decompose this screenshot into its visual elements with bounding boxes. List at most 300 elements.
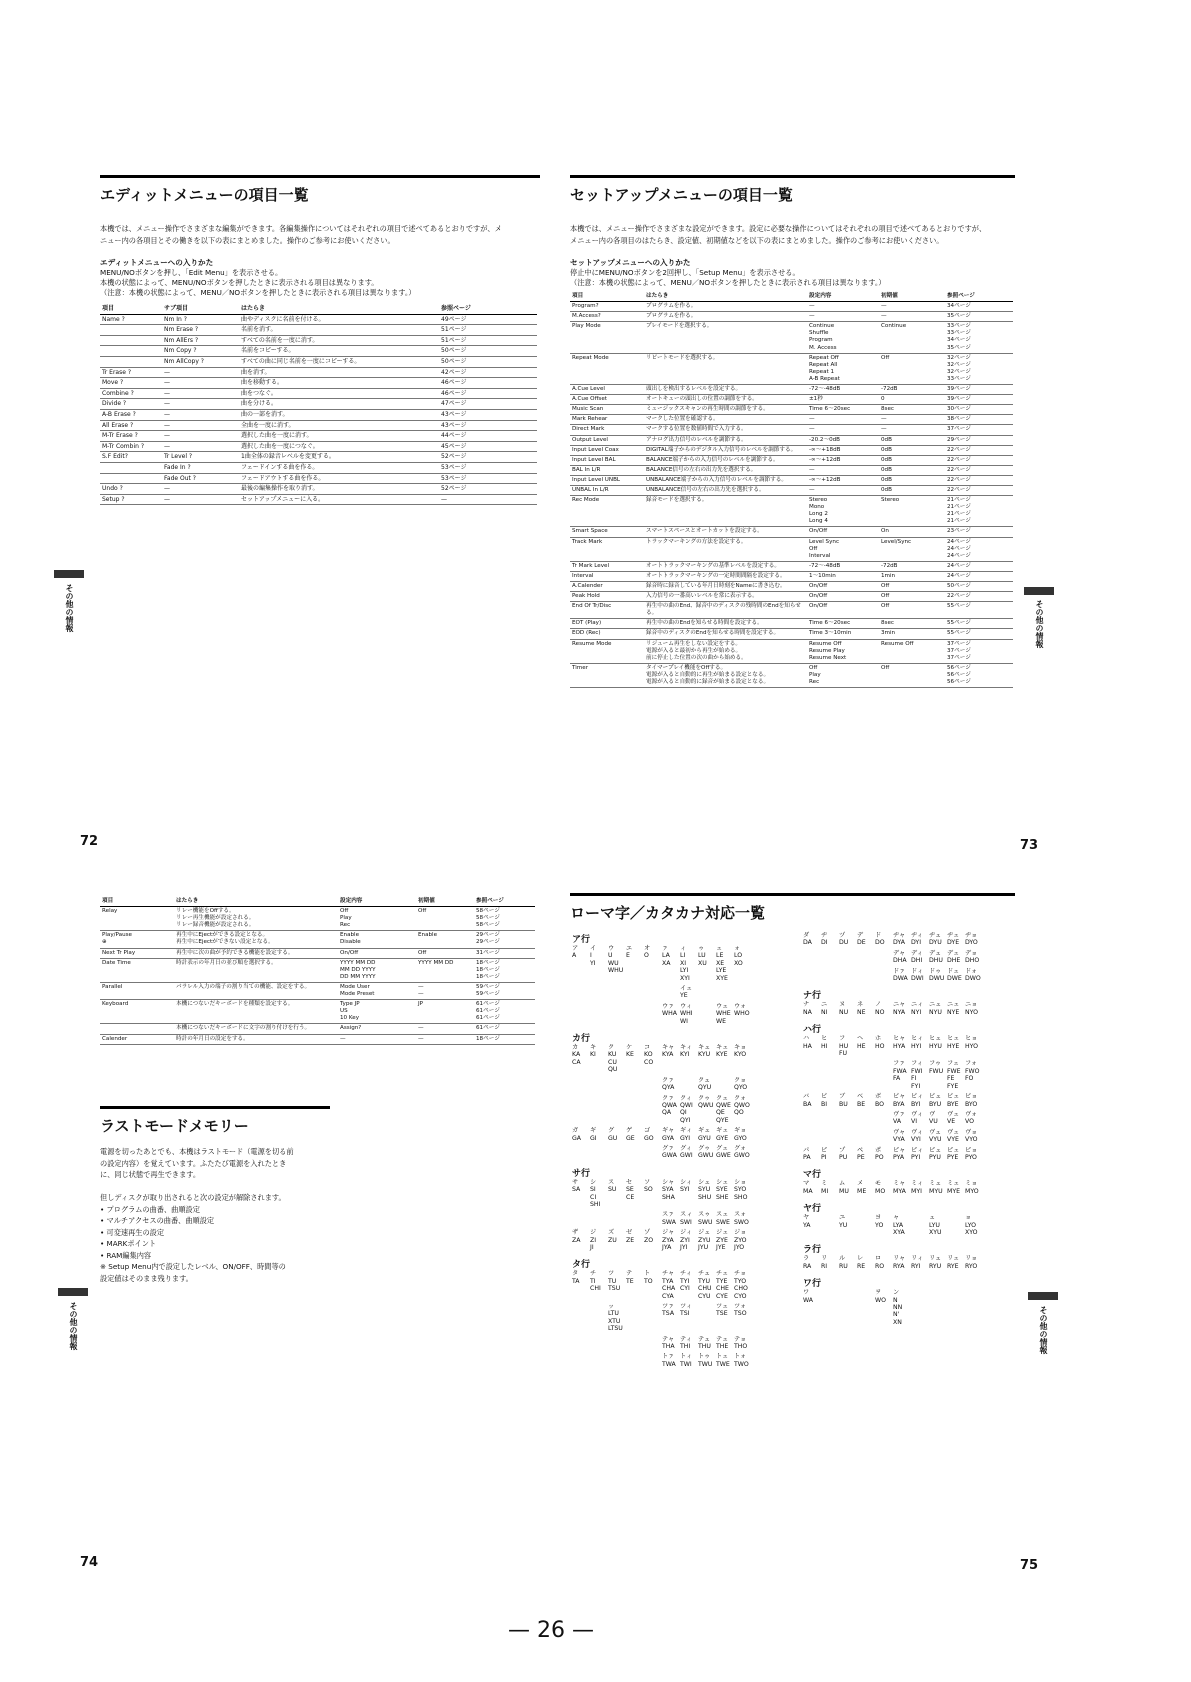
table-row xyxy=(570,602,1013,619)
kana-row xyxy=(572,1336,772,1351)
kana-row xyxy=(572,1270,772,1300)
cell-item: Mark Rehear xyxy=(570,415,644,425)
cell-func: マークした位置を確認する。 xyxy=(644,415,807,425)
table-row xyxy=(100,982,535,999)
cell-set: ±1秒 xyxy=(807,395,879,405)
table-row xyxy=(100,1000,535,1024)
cell-func: オートキューの頭出しの位置の調節をする。 xyxy=(644,395,807,405)
cell-item: Direct Mark xyxy=(570,425,644,435)
kana-cell: ティ THI xyxy=(680,1335,692,1351)
cell-page: 43ページ xyxy=(439,420,537,431)
cell-init: — xyxy=(416,1024,474,1034)
table-row xyxy=(570,537,1013,561)
cell-page: 58ページ 58ページ 58ページ xyxy=(474,907,535,931)
cell-item: Move ? xyxy=(100,378,162,389)
kana-row xyxy=(803,968,1003,983)
kana-cell: トォ TWO xyxy=(734,1353,749,1368)
kana-cell: ギェ GYE xyxy=(716,1127,729,1142)
kana-cell: ギョ GYO xyxy=(734,1127,747,1142)
kana-group-heading: ハ行 xyxy=(803,1025,822,1036)
cell-func: 曲を消す。 xyxy=(239,367,439,378)
table-row xyxy=(570,395,1013,405)
kana-cell xyxy=(821,1060,839,1090)
cell-item: Music Scan xyxy=(570,405,644,415)
kana-cell: ヂャ DYA xyxy=(893,932,906,947)
cell-page: 35ページ xyxy=(945,312,1013,322)
setup-cont-table xyxy=(100,897,535,1045)
kana-cell xyxy=(626,1211,644,1226)
kana-cell: ゾ ZO xyxy=(644,1229,654,1244)
cell-init: 3min xyxy=(879,629,945,639)
cell-func: フェードインする曲を作る。 xyxy=(239,462,439,473)
kana-cell xyxy=(911,1289,929,1326)
cell-item: Smart Space xyxy=(570,527,644,537)
kana-row xyxy=(803,1060,1003,1090)
kana-cell: ヨ YO xyxy=(875,1214,884,1229)
kana-cell xyxy=(608,1095,626,1125)
cell-init: — — xyxy=(416,982,474,999)
cell-sub: — xyxy=(162,494,239,505)
table-row xyxy=(570,353,1013,384)
cell-init: 0dB xyxy=(879,435,945,445)
cell-item: M-Tr Combin ? xyxy=(100,441,162,452)
setup-menu-how-text: 停止中にMENU/NOボタンを2回押し、「Setup Menu」を表示させる。 （注意：本機の状態によって、MENU／NOボタンを押したときに表示される項目は異なります。） xyxy=(570,268,886,287)
kana-cell: ウ U WU WHU xyxy=(608,945,624,975)
kana-group-heading: カ行 xyxy=(572,1034,591,1045)
kana-cell: ジェ ZYE JYE xyxy=(716,1229,729,1251)
side-tab-badge xyxy=(54,570,84,578)
cell-init: 0dB xyxy=(879,475,945,485)
kana-cell xyxy=(947,1214,965,1236)
kana-cell: ス SU xyxy=(608,1178,617,1194)
kana-cell: クゥ QWU xyxy=(698,1094,714,1109)
cell-init: 0dB xyxy=(879,445,945,455)
cell-func: 全曲を一度に消す。 xyxy=(239,420,439,431)
kana-cell: デュ DHU xyxy=(929,949,943,965)
table-row xyxy=(570,385,1013,395)
cell-item: M-Tr Erase ? xyxy=(100,431,162,442)
kana-cell: リャ RYA xyxy=(893,1255,906,1270)
kana-cell: ニャ NYA xyxy=(893,1001,906,1016)
side-tab-badge xyxy=(1028,1292,1058,1300)
kana-row xyxy=(572,1044,772,1074)
setup-cont-section xyxy=(100,897,540,1045)
cell-item: A.Cue Level xyxy=(570,385,644,395)
cell-set: Stereo Mono Long 2 Long 4 xyxy=(807,496,879,527)
kana-cell: ピョ PYO xyxy=(965,1146,978,1161)
kana-cell: メ ME xyxy=(857,1180,867,1195)
cell-page: 22ページ xyxy=(945,465,1013,475)
cell-sub: Nm AllCopy ? xyxy=(162,356,239,367)
table-row xyxy=(570,445,1013,455)
cell-init: 1min xyxy=(879,571,945,581)
kana-cell: ホ HO xyxy=(875,1035,885,1050)
table-row xyxy=(570,455,1013,465)
kana-cell: チェ TYE CHE CYE xyxy=(716,1270,729,1300)
setup-menu-title: セットアップメニューの項目一覧 xyxy=(570,175,1015,205)
kana-cell: ポ PO xyxy=(875,1146,884,1161)
cell-set: — xyxy=(807,415,879,425)
cell-func: 録音中のディスクのEndを知らせる時間を設定する。 xyxy=(644,629,807,639)
kana-cell: フゥ FWU xyxy=(929,1060,944,1075)
cell-init: JP xyxy=(416,1000,474,1024)
table-row xyxy=(570,415,1013,425)
kana-cell xyxy=(644,1077,662,1092)
kana-cell: ダ DA xyxy=(803,932,812,947)
kana-group xyxy=(803,1201,1003,1236)
cell-func: UNBALANCE端子からの入力信号のレベルを調節する。 xyxy=(644,475,807,485)
cell-set: -∞〜+18dB xyxy=(807,445,879,455)
kana-cell xyxy=(626,1353,644,1368)
kana-cell xyxy=(662,985,680,1000)
cell-init: Enable xyxy=(416,931,474,948)
cell-page: 50ページ xyxy=(439,346,537,357)
cell-func: アナログ出力信号のレベルを調節する。 xyxy=(644,435,807,445)
table-row xyxy=(100,388,537,399)
kana-row xyxy=(803,1180,1003,1195)
cell-set: — xyxy=(807,465,879,475)
kana-cell: ヘ HE xyxy=(857,1035,866,1050)
kana-cell: シィ SYI xyxy=(680,1178,693,1194)
kana-cell: デェ DHE xyxy=(947,949,961,965)
kana-cell: ディ DHI xyxy=(911,949,923,965)
cell-item: Track Mark xyxy=(570,537,644,561)
cell-func: 再生中の曲のEnd、録音中のディスクの残時間のEndを知らせる。 xyxy=(644,602,807,619)
kana-cell xyxy=(644,985,662,1000)
cell-func: プログラムを作る。 xyxy=(644,302,807,312)
table-row xyxy=(100,314,537,325)
cell-item: Tr Mark Level xyxy=(570,561,644,571)
kana-cell: ボ BO xyxy=(875,1093,885,1108)
kana-cell: キョ KYO xyxy=(734,1044,747,1059)
cell-page: 18ページ xyxy=(474,1034,535,1044)
cell-func: BALANCE信号の左右の出力先を選択する。 xyxy=(644,465,807,475)
kana-row xyxy=(803,1255,1003,1270)
kana-cell xyxy=(644,1211,662,1226)
cell-item: Input Level UNBL xyxy=(570,475,644,485)
kana-cell xyxy=(644,1336,662,1351)
cell-page: 29ページ 29ページ xyxy=(474,931,535,948)
kana-cell xyxy=(821,950,839,965)
kana-cell xyxy=(803,1129,821,1144)
kana-cell: チュ TYU CHU CYU xyxy=(698,1270,712,1300)
kana-group xyxy=(803,932,1003,982)
cell-init: — xyxy=(879,302,945,312)
cell-item: Play Mode xyxy=(570,322,644,353)
cell-set: 1〜10min xyxy=(807,571,879,581)
kana-cell: チィ TYI CYI xyxy=(680,1270,692,1293)
kana-cell: ヴァ VA xyxy=(893,1110,906,1126)
kana-cell: グォ GWO xyxy=(734,1144,750,1160)
setup-menu-intro: 本機では、メニュー操作でさまざまな設定ができます。設定に必要な操作についてはそれぞれの項目で述べてあるとおりですが、 メニュー内の各項目のはたらき、設定値、初期値などを以下の表にまとめました。操作のご参考にお使いください。 xyxy=(570,224,987,245)
cell-sub: Nm Copy ? xyxy=(162,346,239,357)
page-number-73: 73 xyxy=(1020,838,1039,853)
cell-page: 23ページ xyxy=(945,527,1013,537)
kana-cell: ナ NA xyxy=(803,1001,812,1016)
side-tab-label: その他の情報 xyxy=(1035,600,1044,648)
kana-cell xyxy=(572,1077,590,1092)
cell-func: スマートスペースとオートカットを設定する。 xyxy=(644,527,807,537)
kana-cell: ム MU xyxy=(839,1180,849,1195)
kana-cell: ゼ ZE xyxy=(626,1229,635,1244)
kana-cell: ゥ LU XU xyxy=(698,945,707,967)
kana-cell xyxy=(839,1289,857,1326)
kana-cell xyxy=(698,985,716,1000)
kana-cell: ヅ DU xyxy=(839,932,849,947)
table-row xyxy=(570,496,1013,527)
kana-cell: ガ GA xyxy=(572,1127,582,1142)
kana-cell: トィ TWI xyxy=(680,1353,693,1368)
cell-func: セットアップメニューに入る。 xyxy=(239,494,439,505)
cell-func: ミュージックスキャンの再生時間の調節をする。 xyxy=(644,405,807,415)
cell-init: 0dB xyxy=(879,455,945,465)
cell-item: Name ? xyxy=(100,314,162,325)
cell-item xyxy=(100,325,162,336)
kana-cell: ド DO xyxy=(875,932,885,947)
kana-cell: ヂェ DYE xyxy=(947,932,960,947)
kana-cell: クェ QWE QE QYE xyxy=(716,1094,731,1124)
kana-row xyxy=(803,1035,1003,1057)
kana-cell: レ RE xyxy=(857,1255,866,1270)
table-row xyxy=(100,441,537,452)
table-row xyxy=(100,452,537,463)
kana-cell: ピ PI xyxy=(821,1146,828,1161)
cell-init: 8sec xyxy=(879,405,945,415)
kana-cell: ル RU xyxy=(839,1255,848,1270)
cell-func: 名前を消す。 xyxy=(239,325,439,336)
kana-cell xyxy=(821,1289,839,1326)
cell-page: 59ページ 59ページ xyxy=(474,982,535,999)
kana-cell: ヴィ VI xyxy=(911,1110,924,1126)
kana-cell xyxy=(803,1111,821,1126)
kana-cell: ミィ MYI xyxy=(911,1180,924,1195)
kana-cell xyxy=(803,968,821,983)
kana-cell: トェ TWE xyxy=(716,1353,730,1368)
kana-cell: グェ GWE xyxy=(716,1144,731,1160)
table-row xyxy=(570,425,1013,435)
kana-cell: フェ FWE FE FYE xyxy=(947,1060,961,1090)
kana-cell: ヴョ VYO xyxy=(965,1128,978,1144)
kana-cell: ヒョ HYO xyxy=(965,1035,978,1050)
cell-sub: Nm AllErs ? xyxy=(162,335,239,346)
kana-cell: チョ TYO CHO CYO xyxy=(734,1270,748,1300)
kana-group xyxy=(803,1167,1003,1195)
side-tab-label: その他の情報 xyxy=(1039,1306,1048,1354)
kana-cell xyxy=(626,1303,644,1333)
table-row xyxy=(100,378,537,389)
kana-cell: ヲ WO xyxy=(875,1289,886,1304)
kana-cell xyxy=(626,1077,644,1092)
cell-func: 選択した曲を一度に消す。 xyxy=(239,431,439,442)
kana-cell xyxy=(626,1003,644,1025)
kana-row xyxy=(572,1127,772,1142)
kana-cell xyxy=(644,1303,662,1333)
col-header: サブ項目 xyxy=(162,304,239,314)
page-number-74: 74 xyxy=(80,1555,99,1570)
cell-page: 22ページ xyxy=(945,445,1013,455)
kana-row xyxy=(803,1111,1003,1126)
kana-cell xyxy=(608,1353,626,1368)
kana-cell xyxy=(875,950,893,965)
kana-cell: トゥ TWU xyxy=(698,1353,713,1368)
kana-cell: ジャ ZYA JYA xyxy=(662,1229,675,1251)
kana-cell xyxy=(857,1060,875,1090)
cell-set: Assign? xyxy=(338,1024,416,1034)
kana-group xyxy=(572,932,772,1025)
cell-sub: — xyxy=(162,484,239,495)
kana-cell xyxy=(821,1129,839,1144)
cell-func: プログラムを作る。 xyxy=(644,312,807,322)
kana-cell: チャ TYA CHA CYA xyxy=(662,1270,676,1300)
kana-cell: パ PA xyxy=(803,1146,811,1161)
cell-func: 曲を移動する。 xyxy=(239,378,439,389)
edit-menu-table xyxy=(100,304,537,505)
kana-cell: ギュ GYU xyxy=(698,1127,711,1142)
kana-cell: リィ RYI xyxy=(911,1255,924,1270)
table-row xyxy=(100,494,537,505)
kana-cell: シャ SYA SHA xyxy=(662,1178,675,1201)
col-header: 設定内容 xyxy=(338,897,416,907)
kana-cell: ペ PE xyxy=(857,1146,865,1161)
kana-cell: ヒュ HYU xyxy=(929,1035,942,1050)
cell-item: Input Level BAL xyxy=(570,455,644,465)
table-row xyxy=(100,420,537,431)
cell-set: Type JP US 10 Key xyxy=(338,1000,416,1024)
kana-row xyxy=(803,1147,1003,1162)
cell-func: リレー機能をOffする。 リレー再生機能が設定される。 リレー録音機能が設定される。 xyxy=(174,907,338,931)
kana-cell: ツァ TSA xyxy=(662,1303,675,1318)
table-row xyxy=(570,629,1013,639)
cell-item: Output Level xyxy=(570,435,644,445)
cell-func: 時計表示の年月日の並び順を選択する。 xyxy=(174,958,338,982)
edit-menu-section xyxy=(100,175,540,505)
kana-cell: ウィ WHI WI xyxy=(680,1002,693,1025)
col-header: はたらき xyxy=(174,897,338,907)
kana-cell: ノ NO xyxy=(875,1001,885,1016)
cell-set: Enable Disable xyxy=(338,931,416,948)
kana-group-heading: ナ行 xyxy=(803,991,822,1002)
cell-item: Peak Hold xyxy=(570,592,644,602)
cell-func: フェードアウトする曲を作る。 xyxy=(239,473,439,484)
kana-cell: リュ RYU xyxy=(929,1255,942,1270)
cell-page: — xyxy=(439,494,537,505)
kana-cell: フィ FWI FI FYI xyxy=(911,1060,923,1090)
kana-cell xyxy=(857,1214,875,1236)
cell-func: 曲を分ける。 xyxy=(239,399,439,410)
kana-cell: ファ FWA FA xyxy=(893,1060,907,1083)
kana-group xyxy=(803,988,1003,1016)
kana-cell: ショ SYO SHO xyxy=(734,1178,748,1201)
kana-cell: タ TA xyxy=(572,1270,580,1285)
kana-cell: イ I YI xyxy=(590,945,597,967)
table-row xyxy=(100,431,537,442)
cell-item xyxy=(100,1024,174,1034)
kana-cell: ニィ NYI xyxy=(911,1001,924,1016)
kana-cell xyxy=(821,968,839,983)
sheet-number: — 26 — xyxy=(508,1618,594,1643)
kana-cell xyxy=(590,1211,608,1226)
kana-cell xyxy=(680,1077,698,1092)
kana-cell xyxy=(698,1303,716,1333)
table-row xyxy=(100,931,535,948)
kana-row xyxy=(572,1353,772,1368)
cell-sub: — xyxy=(162,399,239,410)
kana-cell: ャ LYA XYA xyxy=(893,1214,905,1236)
kana-cell: ビュ BYU xyxy=(929,1093,942,1108)
kana-row xyxy=(572,1003,772,1025)
last-mode-section xyxy=(100,1106,330,1284)
kana-cell: ニョ NYO xyxy=(965,1001,978,1016)
kana-cell: ドェ DWE xyxy=(947,967,962,983)
cell-item: Calender xyxy=(100,1034,174,1044)
kana-cell: ン N NN N' XN xyxy=(893,1289,903,1326)
kana-cell: トァ TWA xyxy=(662,1353,676,1368)
cell-page: 22ページ xyxy=(945,475,1013,485)
cell-page: 39ページ xyxy=(945,385,1013,395)
kana-cell xyxy=(965,1289,983,1326)
cell-page: 50ページ xyxy=(945,582,1013,592)
kana-cell: グゥ GWU xyxy=(698,1144,714,1160)
kana-row xyxy=(572,945,772,982)
cell-set: -20.2〜0dB xyxy=(807,435,879,445)
cell-item: Rec Mode xyxy=(570,496,644,527)
table-row xyxy=(100,335,537,346)
kana-group-heading: タ行 xyxy=(572,1260,591,1271)
cell-page: 53ページ xyxy=(439,473,537,484)
table-row xyxy=(100,948,535,958)
kana-cell: ビィ BYI xyxy=(911,1093,924,1108)
kana-cell: ミェ MYE xyxy=(947,1180,961,1195)
kana-row xyxy=(572,1211,772,1226)
cell-page: 34ページ xyxy=(945,302,1013,312)
kana-group-heading: マ行 xyxy=(803,1170,822,1181)
kana-section xyxy=(570,893,1015,923)
kana-cell: チ TI CHI xyxy=(590,1270,601,1293)
kana-cell: ェ LE XE LYE XYE xyxy=(716,945,728,982)
cell-init: Stereo xyxy=(879,496,945,527)
cell-item: All Erase ? xyxy=(100,420,162,431)
col-header: 初期値 xyxy=(416,897,474,907)
kana-cell xyxy=(839,1060,857,1090)
kana-cell: ネ NE xyxy=(857,1001,866,1016)
kana-cell: ウァ WHA xyxy=(662,1002,678,1018)
cell-item: End Of Tr/Disc xyxy=(570,602,644,619)
kana-cell xyxy=(572,1303,590,1333)
cell-func: タイマープレイ機能をOffする。 電源が入ると自動的に再生が始まる設定となる。 電源が入ると自動的に録音が始まる設定となる。 xyxy=(644,663,807,687)
cell-init: Off xyxy=(879,602,945,619)
cell-set: On/Off xyxy=(807,602,879,619)
kana-cell: キャ KYA xyxy=(662,1044,675,1059)
cell-func: リジューム再生をしない設定をする。 電源が入ると最初から再生が始める。 前に停止した位置の次の曲から始める。 xyxy=(644,639,807,663)
cell-func: 入力信号の一番高いレベルを常に表示する。 xyxy=(644,592,807,602)
kana-cell: ク KU CU QU xyxy=(608,1044,618,1074)
kana-group-heading: ラ行 xyxy=(803,1245,822,1256)
cell-page: 24ページ 24ページ 24ページ xyxy=(945,537,1013,561)
kana-cell: ト TO xyxy=(644,1270,653,1285)
kana-title: ローマ字／カタカナ対応一覧 xyxy=(570,893,1015,923)
kana-row xyxy=(572,985,772,1000)
last-mode-title: ラストモードメモリー xyxy=(100,1106,330,1136)
kana-cell: ケ KE xyxy=(626,1044,634,1059)
kana-cell xyxy=(839,1129,857,1144)
cell-set: -72〜-48dB xyxy=(807,385,879,395)
cell-item: EOD (Rec) xyxy=(570,629,644,639)
cell-page: 50ページ xyxy=(439,356,537,367)
cell-func: 録音モードを選択する。 xyxy=(644,496,807,527)
table-row xyxy=(570,312,1013,322)
cell-init: Continue xyxy=(879,322,945,353)
kana-cell: デ DE xyxy=(857,932,866,947)
